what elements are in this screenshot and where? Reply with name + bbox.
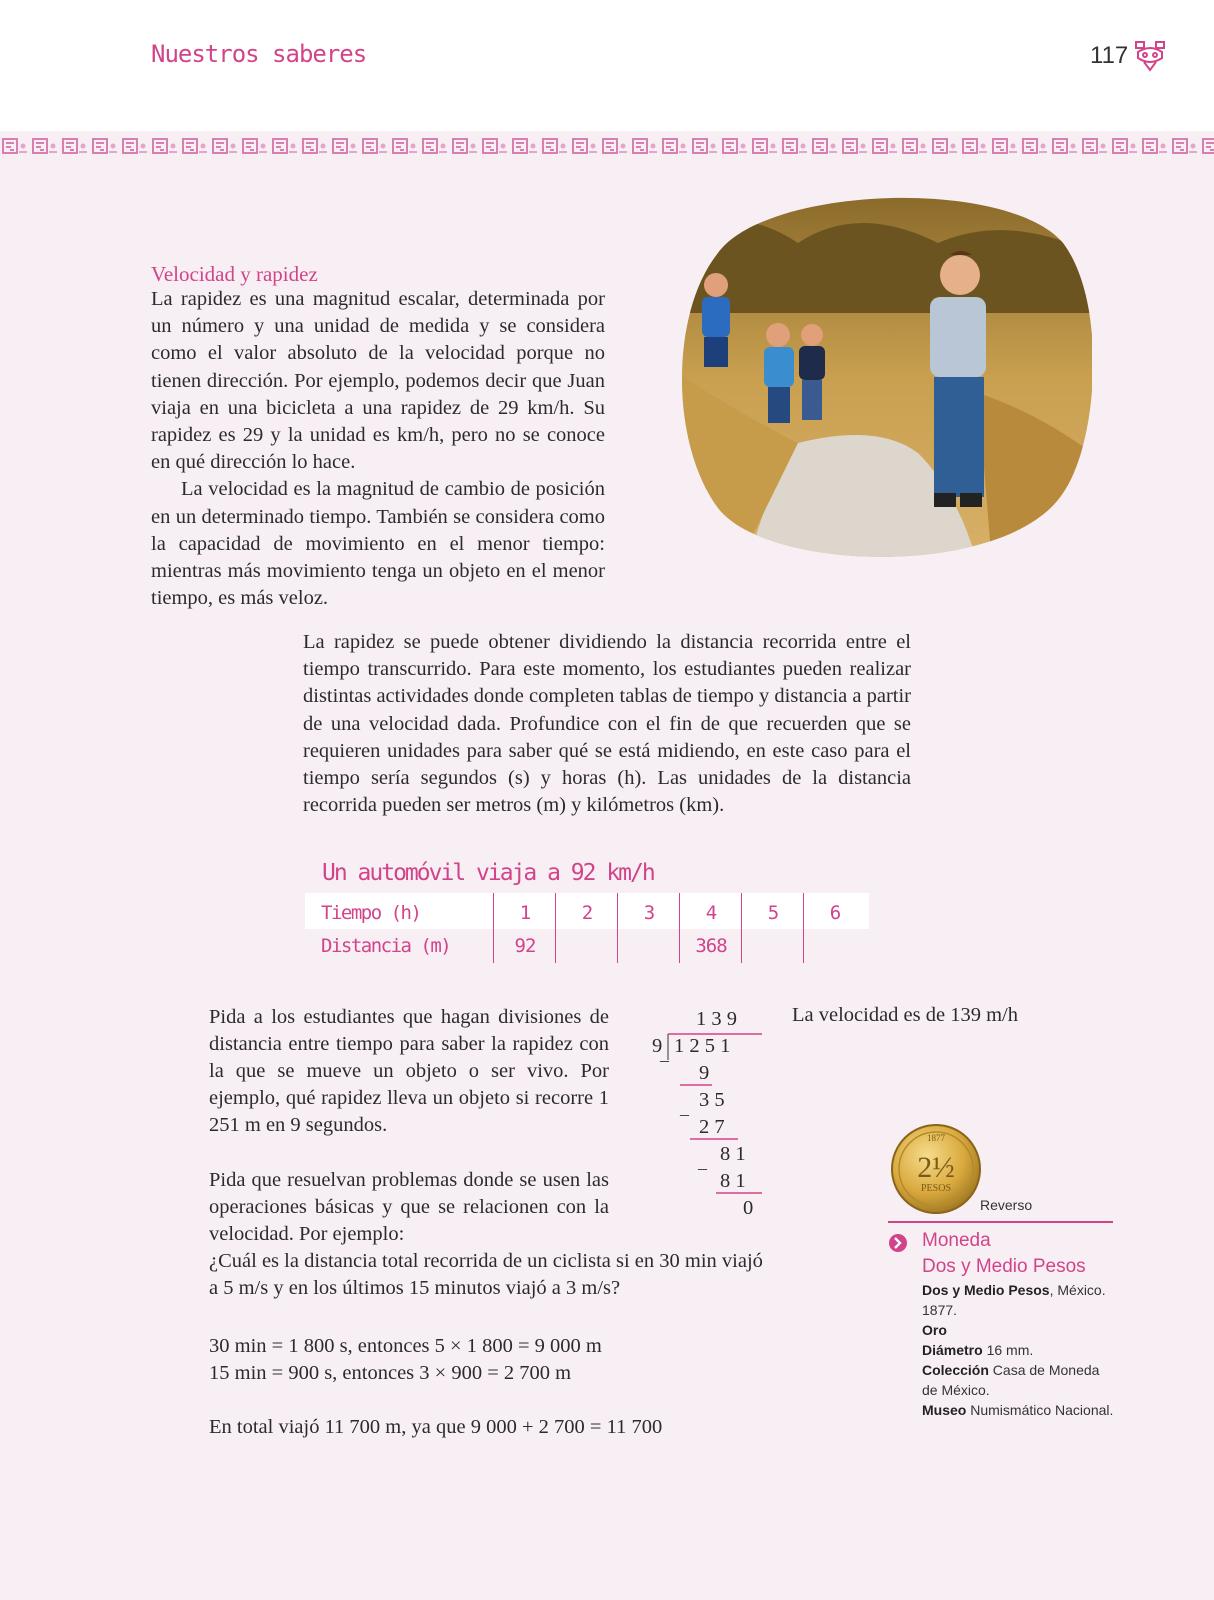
child-figure-left [702,273,730,367]
coin-value-text: 2½ [917,1151,955,1184]
chevron-right-icon [888,1233,908,1253]
division-dividend: 1 2 5 1 [674,1035,731,1057]
row-label-tiempo: Tiempo (h) [321,902,421,924]
body-text [151,286,605,612]
coin-pesos-text: PESOS [920,1183,952,1194]
time-cell: 3 [643,902,655,924]
section-subtitle: Velocidad y rapidez [151,262,318,286]
coin-year-text: 1877 [927,1133,945,1143]
caption-rule [888,1221,1113,1223]
coin-image [890,1123,982,1215]
division-divisor: 9 [652,1035,663,1057]
cyclist-question: ¿Cuál es la distancia total recorrida de un ciclista si en 30 min viajó a 5 m/s y en los últimos 15 minutos viajó a 3 m/s? [209,1250,763,1299]
teacher-note: La rapidez se puede obtener dividiendo la distancia recorrida entre el tiempo transcurrido. Para este momento, los estudiantes pueden realizar distintas actividades donde completen tablas de tiempo y distancia a partir de una velocidad dada. Profundice con el fin de que recuerden que se requieren unidades para saber qué se está midiendo, en este caso para el tiempo sería segundos (s) y horas (h). Las unidades de la distancia recorrida pueden ser metros (m) y kilómetros (km). [303,631,911,817]
division-remainder: 0 [743,1197,754,1219]
aztec-glyph-icon [1132,38,1168,74]
svg-text:–: – [698,1158,707,1178]
division-step: 8 1 [720,1143,746,1165]
children-running-photo [678,193,1092,565]
distance-cell: 368 [695,935,727,957]
time-cell: 2 [581,902,593,924]
decorative-pattern-band [0,134,1214,160]
time-cell: 4 [705,902,717,924]
time-cell: 1 [519,902,531,924]
division-prompt: Pida a los estudiantes que hagan divisiones de distancia entre tiempo para saber la rapidez con la que se mueve un objeto o ser vivo. Por ejemplo, qué rapidez lleva un objeto si recorre 1 251 m en 9 segundos. [209,1006,609,1136]
coin-side-label: Reverso [980,1197,1033,1213]
paragraph-velocidad: La velocidad es la magnitud de cambio de posición en un determinado tiempo. También se considera como la capacidad de movimiento en el menor tiempo: mientras más movimiento tenga un objeto en el menor tiempo, es más veloz. [151,478,605,610]
division-step: 2 7 [699,1116,725,1138]
page-number: 117 [1090,42,1129,69]
distance-cell: 92 [514,935,536,957]
caption-subtitle: Dos y Medio Pesos [922,1256,1086,1277]
division-step: 9 [699,1062,710,1084]
calculation-line: 15 min = 900 s, entonces 3 × 900 = 2 700 m [209,1362,572,1384]
child-figure-middle [764,323,794,423]
division-step: 3 5 [699,1089,725,1111]
long-division [640,1002,770,1222]
calculation-line: 30 min = 1 800 s, entonces 5 × 1 800 = 9 000 m [209,1335,602,1357]
paragraph-rapidez: La rapidez es una magnitud escalar, determinada por un número y una unidad de medida y se considera como el valor absoluto de la velocidad porque no tienen dirección. Por ejemplo, podemos decir que Juan viaja en una bicicleta a una rapidez de 29 km/h. Su rapidez es 29 y la unidad es km/h, pero no se conoce en qué dirección lo hace. [151,288,605,474]
division-bracket [640,1002,770,1222]
problems-prompt: Pida que resuelvan problemas donde se usen las operaciones básicas y que se relacionen con la velocidad. Por ejemplo: [209,1169,609,1245]
row-label-distancia: Distancia (m) [321,935,451,957]
time-cell: 5 [767,902,779,924]
time-cell: 6 [829,902,841,924]
caption-details: Dos y Medio Pesos, México. 1877. Oro Diámetro 16 mm. Colección Casa de Moneda de México. Museo Numismático Nacional. [922,1282,1114,1418]
division-step: 8 1 [720,1170,746,1192]
child-figure-small [799,324,825,420]
svg-text:–: – [660,1050,669,1070]
svg-text:–: – [680,1104,689,1124]
caption-title: Moneda [922,1230,991,1251]
header-title: Nuestros saberes [151,40,367,68]
division-quotient: 1 3 9 [696,1008,737,1030]
table-title: Un automóvil viaja a 92 km/h [322,860,654,886]
total-line: En total viajó 11 700 m, ya que 9 000 + 2 700 = 11 700 [209,1416,663,1438]
division-result: La velocidad es de 139 m/h [792,1004,1019,1026]
